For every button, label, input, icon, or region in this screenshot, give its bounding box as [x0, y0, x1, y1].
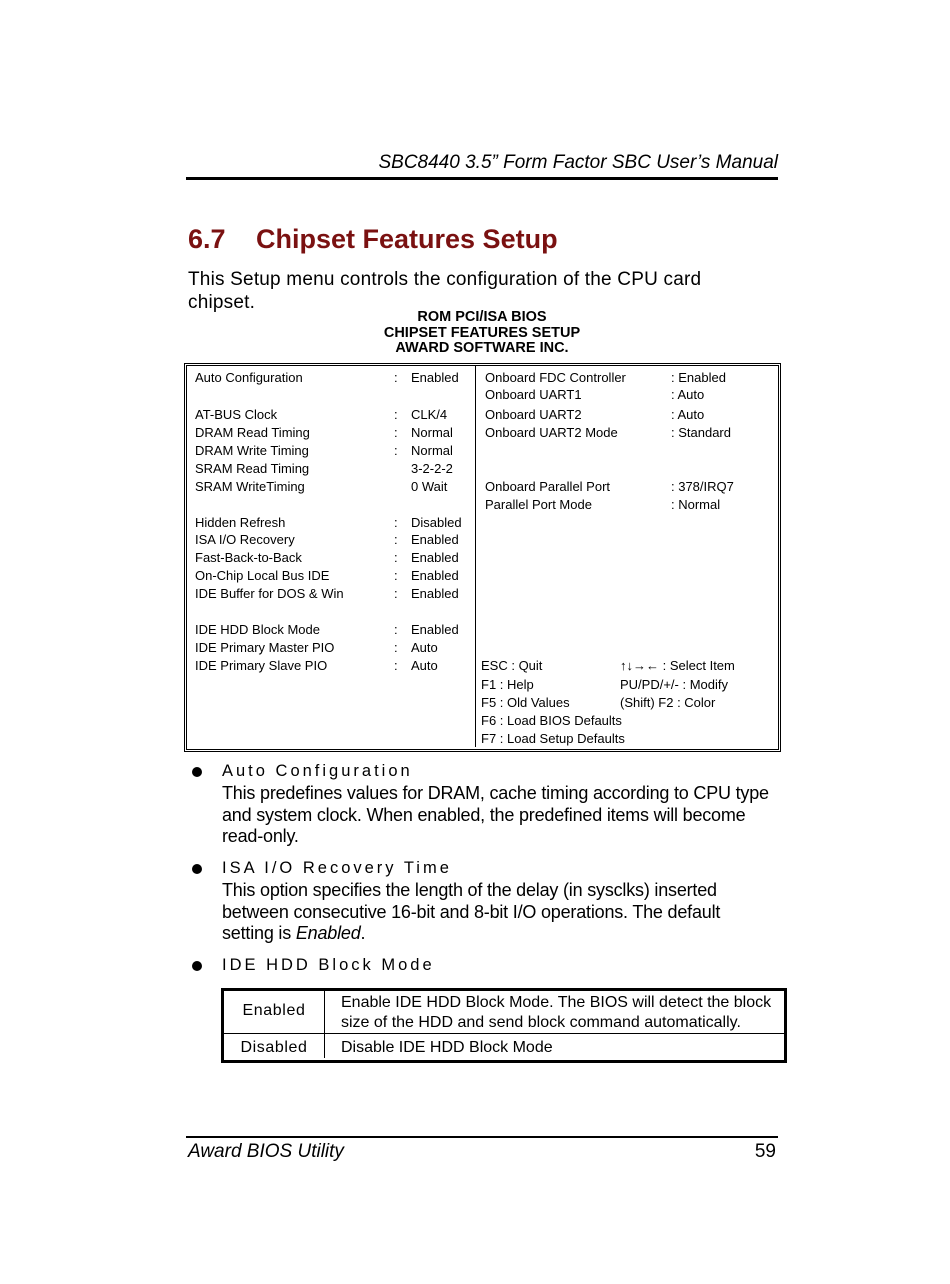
key-hint: F7 : Load Setup Defaults — [481, 731, 625, 746]
section-heading — [188, 224, 558, 255]
bullet-title: ISA I/O Recovery Time — [222, 859, 452, 877]
section-number: 6.7 — [188, 224, 226, 254]
setting-colon: : — [394, 658, 398, 673]
option-key: Enabled — [242, 1002, 306, 1019]
body-line: This predefines values for DRAM, cache timing according to CPU type — [222, 783, 769, 803]
body-line: read-only. — [222, 826, 299, 846]
setting-label: IDE HDD Block Mode — [195, 622, 320, 637]
body-text: . — [360, 923, 366, 943]
setting-value: 0 Wait — [411, 479, 448, 494]
setting-label: Onboard FDC Controller — [485, 370, 626, 385]
desc-line: Disable IDE HDD Block Mode — [341, 1039, 553, 1056]
key-hint: F6 : Load BIOS Defaults — [481, 713, 622, 728]
setting-value: Normal — [411, 425, 453, 440]
setting-label: IDE Primary Slave PIO — [195, 658, 328, 673]
bullet-icon — [192, 961, 202, 971]
setting-colon: : — [394, 550, 398, 565]
key-hint: ESC : Quit — [481, 658, 543, 673]
bios-heading-line: ROM PCI/ISA BIOS — [417, 309, 547, 325]
setting-label: SRAM Read Timing — [195, 461, 310, 476]
footer-rule — [186, 1136, 778, 1138]
bios-heading-line: CHIPSET FEATURES SETUP — [383, 324, 581, 341]
setting-value: : Normal — [671, 497, 721, 512]
setting-colon: : — [394, 407, 398, 422]
bullet-body — [222, 880, 782, 945]
table-row-divider — [224, 1033, 784, 1034]
setting-label: DRAM Write Timing — [195, 443, 309, 458]
setting-label: Fast-Back-to-Back — [195, 550, 302, 565]
setting-colon: : — [394, 622, 398, 637]
setting-value: 3-2-2-2 — [411, 461, 453, 476]
key-hint: PU/PD/+/- : Modify — [620, 677, 728, 692]
bullet-body — [222, 783, 782, 848]
bullet-title: IDE HDD Block Mode — [222, 956, 435, 974]
desc-line: Enable IDE HDD Block Mode. The BIOS will detect the block — [341, 994, 772, 1011]
bullet-title: Auto Configuration — [222, 762, 413, 780]
setting-value: Disabled — [411, 515, 462, 530]
bullet-icon — [192, 864, 202, 874]
section-title: Chipset Features Setup — [256, 224, 558, 254]
setting-colon: : — [394, 443, 398, 458]
header-rule — [186, 177, 778, 180]
setting-colon: : — [394, 515, 398, 530]
body-line: and system clock. When enabled, the predefined items will become — [222, 804, 746, 825]
setting-value: Enabled — [411, 622, 459, 637]
setting-value: Enabled — [411, 550, 459, 565]
option-description — [341, 993, 771, 1033]
body-text: setting is — [222, 923, 296, 943]
setting-colon: : — [394, 532, 398, 547]
key-hint: (Shift) F2 : Color — [620, 695, 716, 710]
running-header: SBC8440 3.5” Form Factor SBC User’s Manual — [378, 152, 778, 173]
setting-label: Onboard UART1 — [485, 387, 582, 402]
bios-screen-heading — [186, 310, 778, 357]
setting-value: Auto — [411, 640, 438, 655]
page-number: 59 — [754, 1141, 776, 1162]
setting-label: On-Chip Local Bus IDE — [195, 568, 330, 583]
setting-label: Parallel Port Mode — [485, 497, 592, 512]
setting-value: Auto — [411, 658, 438, 673]
setting-label: Onboard UART2 Mode — [485, 425, 618, 440]
setting-colon: : — [394, 568, 398, 583]
setting-value: : Enabled — [671, 370, 726, 385]
bios-column-divider — [475, 366, 476, 747]
setting-value: Normal — [411, 443, 453, 458]
setting-label: Hidden Refresh — [195, 515, 286, 530]
setting-label: AT-BUS Clock — [195, 407, 278, 422]
setting-value: : Auto — [671, 407, 705, 422]
key-hint: F5 : Old Values — [481, 695, 570, 710]
setting-colon: : — [394, 370, 398, 385]
table-column-divider — [324, 991, 325, 1058]
setting-value: Enabled — [411, 568, 459, 583]
setting-colon: : — [394, 425, 398, 440]
desc-line: size of the HDD and send block command automatically. — [341, 1014, 741, 1031]
setting-colon: : — [394, 640, 398, 655]
setting-label: Auto Configuration — [195, 370, 303, 385]
bullet-icon — [192, 767, 202, 777]
setting-value: Enabled — [411, 370, 459, 385]
setting-label: DRAM Read Timing — [195, 425, 310, 440]
setting-value: Enabled — [411, 532, 459, 547]
setting-value: : 378/IRQ7 — [671, 479, 734, 494]
option-key: Disabled — [240, 1039, 308, 1056]
body-line: between consecutive 16-bit and 8-bit I/O operations. The default — [222, 901, 721, 922]
intro-paragraph: This Setup menu controls the configuration of the CPU card chipset. — [188, 269, 702, 313]
key-hint: F1 : Help — [481, 677, 534, 692]
setting-label: IDE Primary Master PIO — [195, 640, 335, 655]
bios-heading-line: AWARD SOFTWARE INC. — [395, 340, 569, 356]
setting-label: IDE Buffer for DOS & Win — [195, 586, 344, 601]
body-emphasis: Enabled — [295, 923, 361, 943]
setting-label: SRAM WriteTiming — [195, 479, 305, 494]
setting-label: Onboard UART2 — [485, 407, 582, 422]
key-hint: ↑↓→← : Select Item — [620, 658, 735, 673]
setting-label: ISA I/O Recovery — [195, 532, 295, 547]
footer-chapter: Award BIOS Utility — [188, 1141, 344, 1162]
option-description — [341, 1038, 553, 1058]
body-line: This option specifies the length of the delay (in sysclks) inserted — [222, 880, 717, 900]
setting-value: : Standard — [671, 425, 731, 440]
body-line — [222, 923, 782, 945]
setting-value: Enabled — [411, 586, 459, 601]
setting-label: Onboard Parallel Port — [485, 479, 611, 494]
setting-value: CLK/4 — [411, 407, 448, 422]
setting-value: : Auto — [671, 387, 705, 402]
setting-colon: : — [394, 586, 398, 601]
